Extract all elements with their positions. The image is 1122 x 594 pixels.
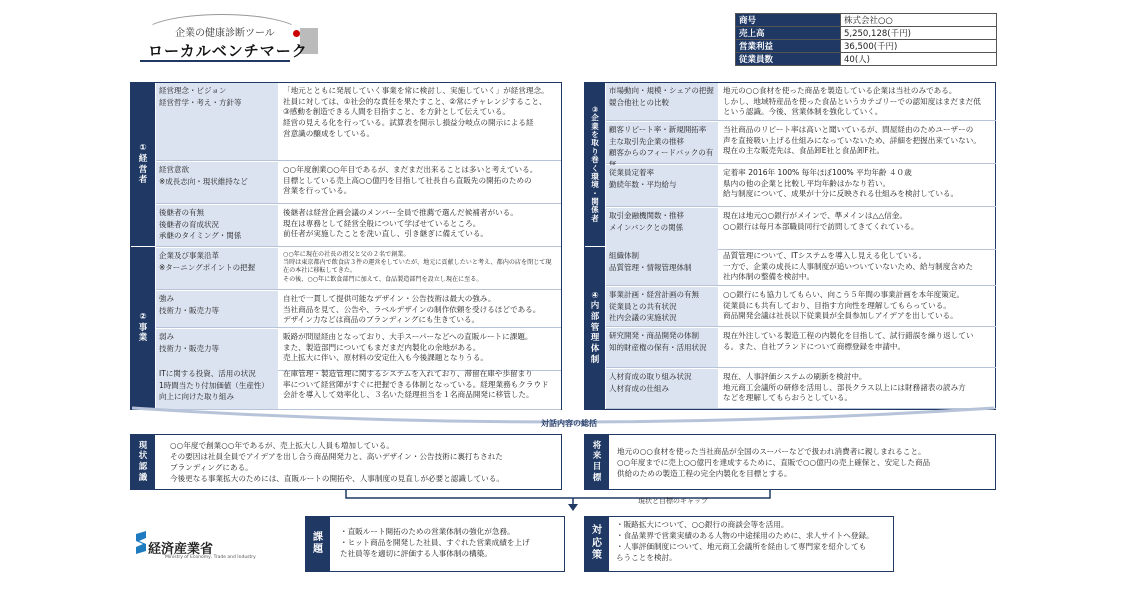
row-text: ○○銀行にも協力してもらい、向こう５年間の事業計画を本年度策定。 従業員にも共有しており、目指す方向性を理解してもらっている。 商品開発会議は社長以下従業員が全員参加しアイデアを出している。 [723, 290, 965, 321]
row-text: 当社商品のリピート率は高いと聞いているが、問屋経由のためユーザーの 声を直接吸い上げる仕組みになっていないため、詳細を把握出来ていない。 現在の主な販売先は、食品卸E社と食品卸F社。 [723, 125, 981, 156]
row-text: 品質管理について、ITシステムを導入し見える化している。 一方で、企業の成長に人事制度が追いついていないため、給与制度含めた 社内体制の整備を検討中。 [723, 251, 974, 282]
row-label: 従業員定着率 勤続年数・平均給与 [606, 165, 718, 206]
row-label: 後継者の有無 後継者の育成状況 承継のタイミング・関係 [156, 205, 278, 246]
row-label: 市場動向・規模・シェアの把握 競合他社との比較 [606, 83, 718, 120]
company-value: 40(人) [841, 53, 997, 66]
section4-header: ④ 内 部 管 理 体 制 [585, 247, 605, 409]
panel-row [156, 83, 561, 161]
row-text: 在庫管理・製造管理に関するシステムを入れており、滞留在庫や歩留まり 率について経営陣がすぐに把握できる体制となっている。経理業務もクラウド 会計を導入して効率化し、３名いた経理担当を１名商品開発に移管した。 [283, 369, 549, 400]
section2-header: ② 事 業 [131, 247, 155, 409]
company-value: 5,250,128(千円) [841, 27, 997, 40]
panel-row [156, 162, 561, 204]
company-row [736, 14, 997, 27]
company-value: 株式会社○○ [841, 14, 997, 27]
row-label: 経営理念・ビジョン 経営哲学・考え・方針等 [156, 83, 278, 160]
panel-row [156, 205, 561, 247]
row-label: 弱み 技術力・販売力等 [156, 329, 278, 370]
actions-text: ・販路拡大について、○○銀行の商談会等を活用。 ・食品業界で営業実績のある人物の中途採用のために、求人サイトへ登録。 ・人事評価制度について、地元商工会議所を経由して専門家を紹介しても らうことを検討。 [616, 520, 874, 562]
logo-title: ローカルベンチマーク [148, 42, 308, 60]
meti-name: 経済産業省 [148, 542, 214, 557]
row-label: 経営意欲 ※成長志向・現状維持など [156, 162, 278, 203]
panel-row [606, 328, 996, 368]
panel-row [606, 83, 996, 121]
row-text: 現在、人事評価システムの刷新を検討中。 地元商工会議所の研修を活用し、部長クラス以上には財務諸表の読み方 などを理解してもらおうとしている。 [723, 372, 966, 403]
gap-connector [340, 490, 780, 512]
panel-row [156, 248, 561, 290]
gap-label: 現状と目標のギャップ [638, 497, 708, 505]
row-text: 現在外注している製造工程の内製化を目指して、試行錯誤を繰り返してい る。また、自社ブランドについて商標登録を申請中。 [723, 331, 974, 351]
row-text: 地元の○○食材を使った商品を製造している企業は当社のみである。 しかし、地域特産品を使った食品というカテゴリーでの認知度はまだまだ低 という認識。今後、営業体制を強化していく。 [723, 86, 981, 117]
future-goal-header: 将 来 目 標 [585, 435, 609, 489]
row-label: 企業及び事業沿革 ※ターニングポイントの把握 [156, 248, 278, 289]
issues-header: 課 題 [306, 517, 330, 571]
future-goal-text: 地元の○○食材を使った当社商品が全国のスーパーなどで扱われ消費者に親しまれること。 ○○年度までに売上○○億円を達成するために、直販で○○億円の売上確保と、安定した商品 供給のための製造工程の完全内製化を目標とする。 [617, 447, 931, 478]
panel-row [156, 329, 561, 371]
panel-row [156, 366, 561, 410]
panel-row [156, 291, 561, 328]
panel-row [606, 369, 996, 409]
row-text: 現在は地元○○銀行がメインで、準メインは△△信金。 ○○銀行は毎月本部職員同行で訪問してきてくれている。 [723, 211, 919, 231]
logo-subtitle: 企業の健康診断ツール [175, 28, 275, 39]
panel-row [606, 165, 996, 207]
row-text: 「地元とともに発展していく事業を常に検討し、実施していく」が経営理念。 社員に対しては、①社会的な責任を果たすこと、②常にチャレンジすること、 ③感動を創造できる人間を目指すこと、を方針として伝えている。 経営の見える化を行っている。試算表を開示し損益分岐点の開示による経 営意識の醸成をしている。 [283, 86, 549, 138]
row-text: ○○年に現在の社長の祖父と父の２名で創業。 当時は東京都内で飲食店３件の運営をしていたが、地元に貢献したいと考え、都内の店を閉じて現在の本社に移転してきた。 その後、○○年に飲食部門に加えて、食品製造部門を設立し現在に至る。 [283, 251, 552, 283]
company-info-table [735, 13, 997, 66]
row-text: 自社で一貫して提供可能なデザイン・公告技術は最大の強み。 当社商品を見て、公告や、ラベルデザインの制作依頼を受けるほどである。 デザイン力などは商品のブランディングにも生きている。 [283, 294, 541, 325]
row-label: 組織体制 品質管理・情報管理体制 [606, 248, 718, 285]
section3-header: ③ 企 業 を 取 り 巻 く 環 境 ・ 関 係 者 [585, 83, 605, 246]
panel-row [606, 122, 996, 164]
row-label: 強み 技術力・販売力等 [156, 291, 278, 327]
company-row [736, 40, 997, 53]
row-label: 事業計画・経営計画の有無 従業員との共有状況 社内会議の実施状況 [606, 287, 718, 326]
company-key: 商号 [736, 14, 841, 27]
panel-row [606, 208, 996, 250]
company-key: 営業利益 [736, 40, 841, 53]
current-state-header: 現 状 認 識 [131, 435, 155, 489]
row-label: 顧客リピート率・新規開拓率 主な取引先企業の推移 顧客からのフィードバックの有 [606, 122, 718, 163]
panel-row [606, 287, 996, 327]
logo-underline [140, 60, 290, 62]
dialogue-summary-label: 対話内容の総括 [541, 419, 597, 428]
logo-dot-icon [293, 30, 300, 37]
row-text: 後継者は経営企画会議のメンバー全員で推薦で選んだ候補者がいる。 現在は専務として経営全般について学ばせているところ。 前任者が実施したことを洗い直し、引き継ぎに備えている。 [283, 208, 518, 239]
meti-logo-icon [134, 530, 148, 556]
current-state-text: ○○年度で創業○○年であるが、売上拡大し人員も増加している。 その要因は社員全員でアイデアを出し合う商品開発力と、高いデザイン・公告技術に裏打ちされた ブランディングにある。 今後更なる事業拡大のためには、直販ルートの開拓や、人事制度の見直しが必要と認識している。 [170, 441, 504, 483]
row-label: 人材育成の取り組み状況 人材育成の仕組み [606, 369, 718, 408]
row-text: 販路が問屋経由となっており、大手スーパーなどへの直販ルートに課題。 また、製造部門についてもまだまだ内製化の余地がある。 売上拡大に伴い、原材料の安定仕入も今後課題となりうる。 [283, 332, 533, 363]
company-row [736, 27, 997, 40]
panel-row [606, 248, 996, 286]
actions-header: 対 応 策 [585, 517, 609, 571]
company-row [736, 53, 997, 66]
issues-text: ・直販ルート開拓のための営業体制の強化が急務。 ・ヒット商品を開発した社員、すぐれた営業成績を上げ た社員等を適切に評価する人事体制の構築。 [340, 527, 530, 558]
company-key: 売上高 [736, 27, 841, 40]
row-label: ITに関する投資、活用の状況 1時間当たり付加価値（生産性） 向上に向けた取り組み [156, 366, 278, 409]
row-label: 取引金融機関数・推移 メインバンクとの関係 [606, 208, 718, 249]
row-text: 定着率 2016年 100% 毎年ほぼ100% 平均年齢 ４０歳 県内の他の企業と比較し平均年齢はかなり若い。 給与制度について、成果が十分に反映される仕組みを検討している。 [723, 168, 959, 199]
company-value: 36,500(千円) [841, 40, 997, 53]
meti-subtitle: Ministry of Economy, Trade and Industry [165, 555, 256, 560]
row-text: ○○年度創業○○年目であるが、まだまだ出来ることは多いと考えている。 目標としている売上高○○億円を目指して社長自ら直販先の開拓のための 営業を行っている。 [283, 165, 538, 196]
row-label: 研究開発・商品開発の体制 知的財産権の保有・活用状況 [606, 328, 718, 367]
section1-header: ① 経 営 者 [131, 83, 155, 246]
company-key: 従業員数 [736, 53, 841, 66]
